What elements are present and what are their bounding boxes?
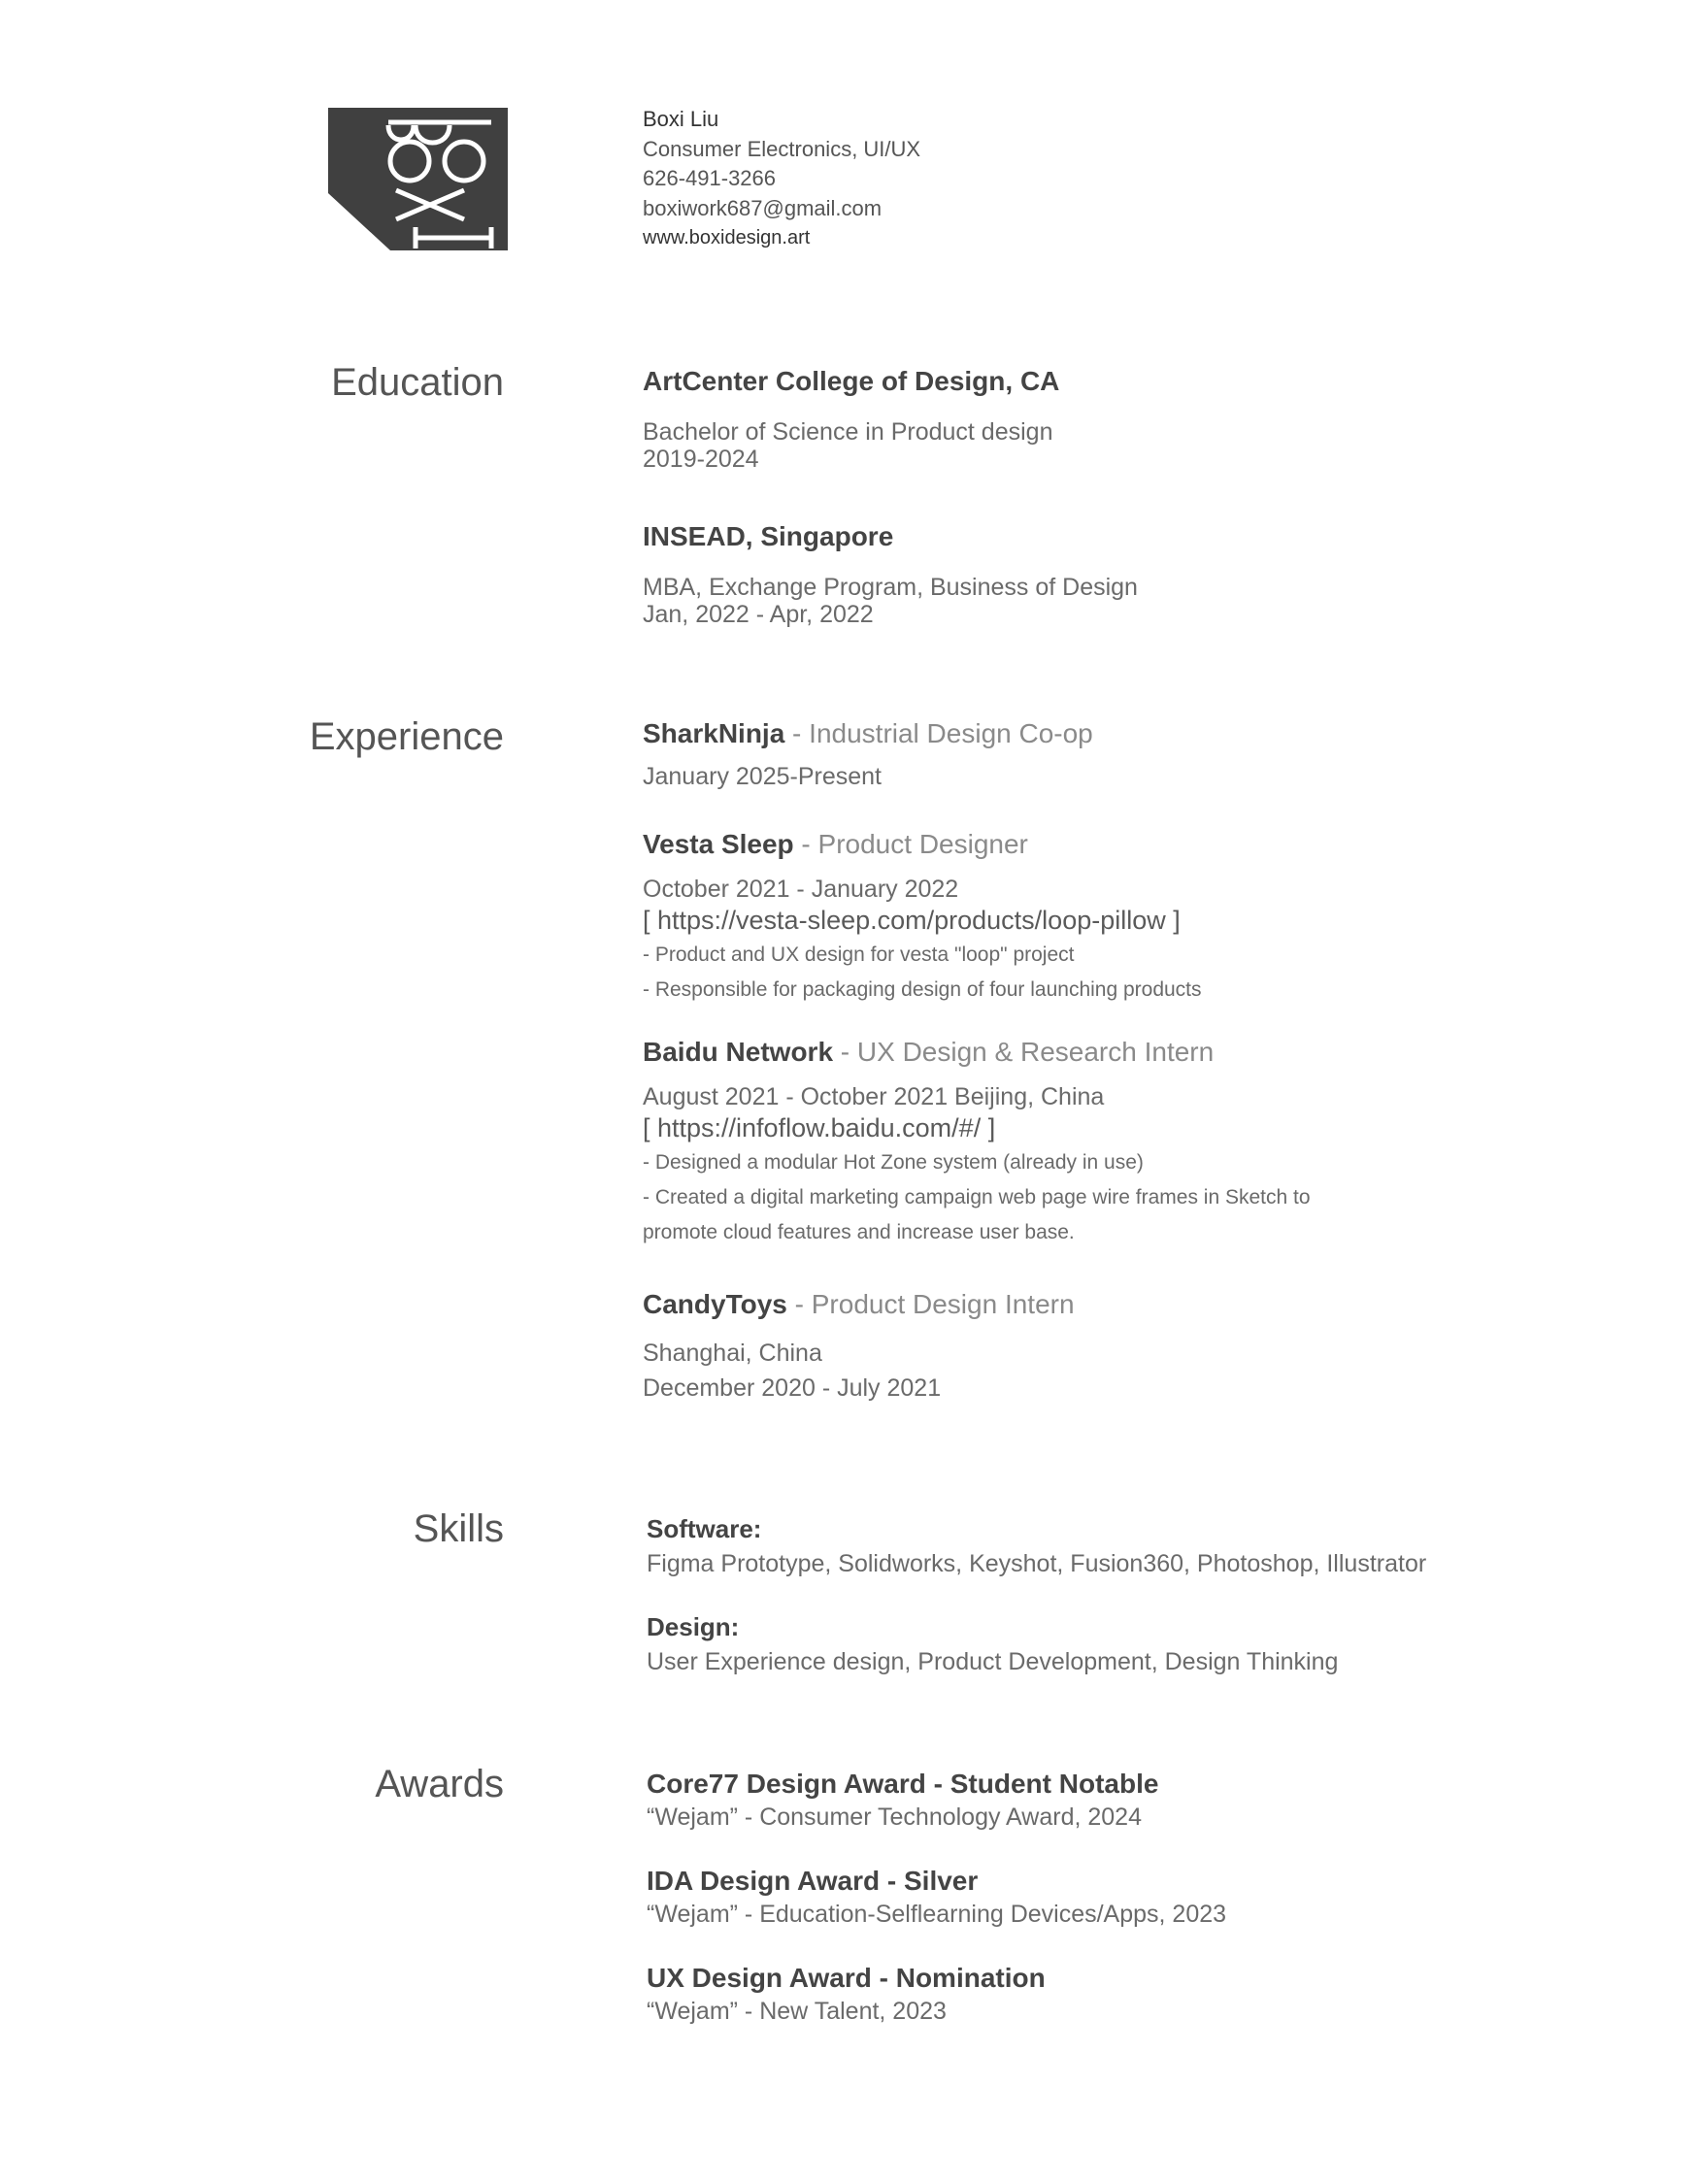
experience-heading: Experience bbox=[309, 715, 504, 758]
skills-heading: Skills bbox=[413, 1507, 504, 1550]
bullet: - Responsible for packaging design of four launching products bbox=[643, 978, 1202, 1001]
role: - Product Design Intern bbox=[786, 1289, 1075, 1319]
education-section bbox=[643, 366, 1614, 628]
company: Baidu Network bbox=[643, 1037, 834, 1067]
skill-label: Software: bbox=[647, 1514, 762, 1543]
award-detail: “Wejam” - Consumer Technology Award, 2024 bbox=[647, 1803, 1142, 1831]
school-name: ArtCenter College of Design, CA bbox=[643, 366, 1060, 396]
project-link[interactable]: [ https://infoflow.baidu.com/#/ ] bbox=[643, 1113, 996, 1142]
location: Shanghai, China bbox=[643, 1340, 822, 1367]
job-entry-title bbox=[643, 1289, 1614, 1320]
boxi-logo bbox=[328, 108, 508, 250]
skill-label: Design: bbox=[647, 1612, 740, 1641]
company: CandyToys bbox=[643, 1289, 787, 1319]
dates: 2019-2024 bbox=[643, 446, 759, 473]
bullet: - Product and UX design for vesta "loop" project bbox=[643, 943, 1075, 966]
awards-section bbox=[647, 1769, 1617, 2025]
job-title: Consumer Electronics, UI/UX bbox=[643, 136, 921, 161]
award-detail: “Wejam” - Education-Selflearning Devices/Apps, 2023 bbox=[647, 1901, 1227, 1928]
contact-block bbox=[643, 105, 920, 253]
degree: MBA, Exchange Program, Business of Design bbox=[643, 574, 1138, 601]
phone: 626-491-3266 bbox=[643, 166, 777, 190]
degree: Bachelor of Science in Product design bbox=[643, 418, 1053, 446]
award-title: IDA Design Award - Silver bbox=[647, 1866, 979, 1896]
website-link[interactable]: www.boxidesign.art bbox=[643, 227, 811, 248]
dates: January 2025-Present bbox=[643, 763, 882, 790]
job-entry-title bbox=[643, 718, 1614, 749]
skill-value: Figma Prototype, Solidworks, Keyshot, Fusion360, Photoshop, Illustrator bbox=[647, 1550, 1427, 1577]
education-heading: Education bbox=[331, 361, 504, 404]
skills-section bbox=[647, 1514, 1617, 1675]
company: SharkNinja bbox=[643, 718, 785, 748]
bullet: - Designed a modular Hot Zone system (already in use) bbox=[643, 1151, 1144, 1174]
award-detail: “Wejam” - New Talent, 2023 bbox=[647, 1998, 947, 2025]
skill-value: User Experience design, Product Development, Design Thinking bbox=[647, 1648, 1339, 1675]
dates: October 2021 - January 2022 bbox=[643, 876, 959, 903]
dates: August 2021 - October 2021 Beijing, China bbox=[643, 1083, 1105, 1110]
company: Vesta Sleep bbox=[643, 829, 794, 859]
job-entry-title bbox=[643, 829, 1614, 860]
email-link[interactable]: boxiwork687@gmail.com bbox=[643, 195, 883, 220]
dates: December 2020 - July 2021 bbox=[643, 1374, 942, 1402]
role: - Industrial Design Co-op bbox=[784, 718, 1093, 748]
awards-heading: Awards bbox=[375, 1763, 504, 1805]
role: - UX Design & Research Intern bbox=[833, 1037, 1215, 1067]
school-name: INSEAD, Singapore bbox=[643, 521, 894, 551]
experience-section bbox=[643, 718, 1614, 1406]
project-link[interactable]: [ https://vesta-sleep.com/products/loop-pillow ] bbox=[643, 906, 1181, 935]
dates: Jan, 2022 - Apr, 2022 bbox=[643, 601, 874, 628]
bullet: - Created a digital marketing campaign web page wire frames in Sketch to bbox=[643, 1186, 1311, 1208]
name: Boxi Liu bbox=[643, 107, 719, 131]
award-title: UX Design Award - Nomination bbox=[647, 1963, 1046, 1993]
award-title: Core77 Design Award - Student Notable bbox=[647, 1769, 1159, 1799]
bullet: promote cloud features and increase user base. bbox=[643, 1221, 1075, 1243]
role: - Product Designer bbox=[793, 829, 1028, 859]
job-entry-title bbox=[643, 1037, 1614, 1068]
